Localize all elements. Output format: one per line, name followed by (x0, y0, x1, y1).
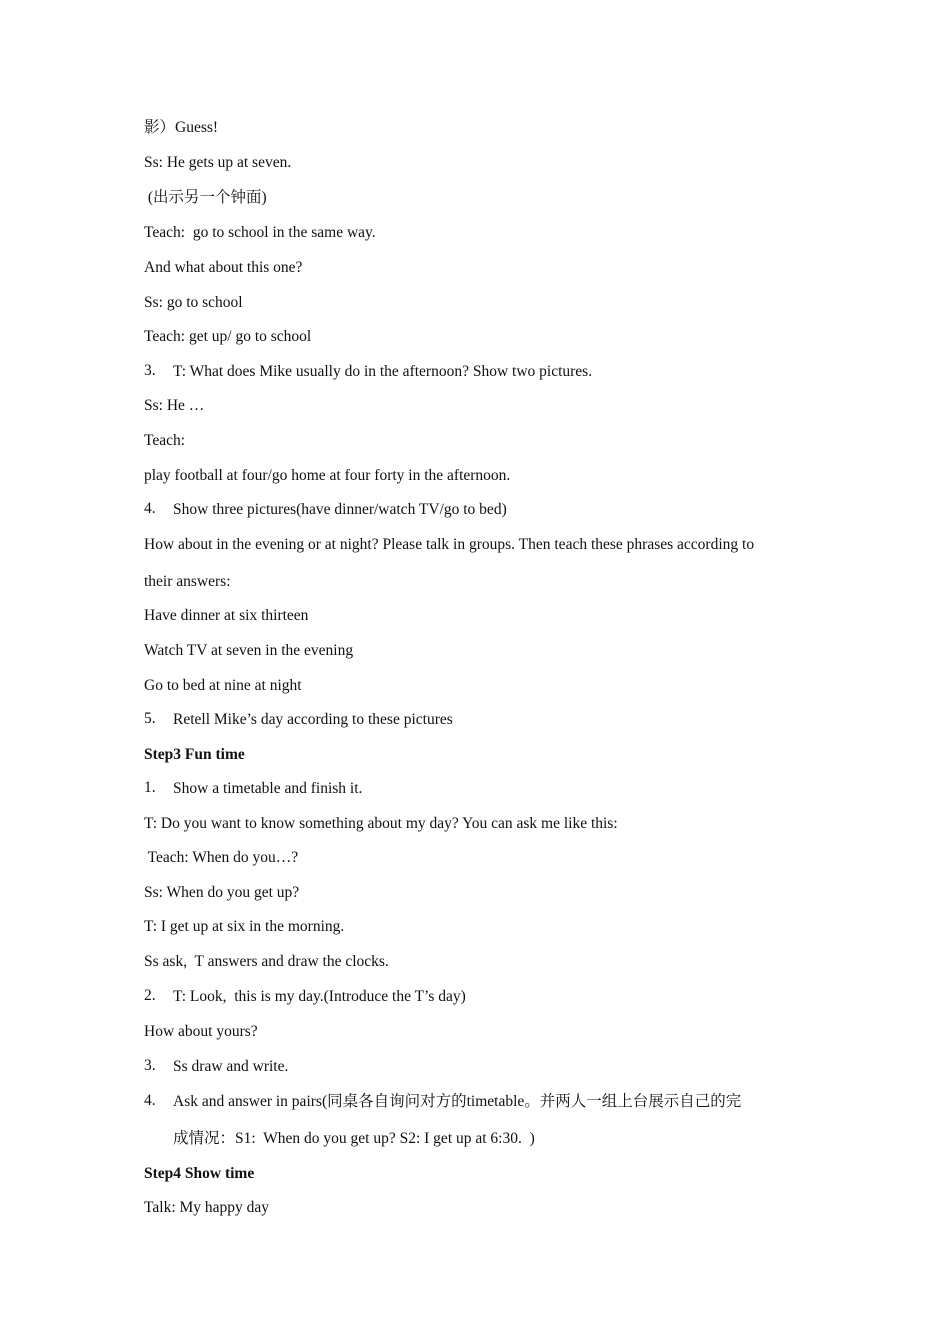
text-line: And what about this one? (144, 259, 303, 276)
list-text: Ask and answer in pairs(同桌各自询问对方的timetable。并两人一组上台展示自己的完 (173, 1093, 742, 1110)
text-line: Teach: get up/ go to school (144, 328, 312, 345)
list-text: Show three pictures(have dinner/watch TV/go to bed) (173, 501, 507, 518)
text-line: Have dinner at six thirteen (144, 607, 309, 624)
text-line: Talk: My happy day (144, 1199, 270, 1216)
list-number: 4. (144, 500, 156, 517)
list-text: Ss draw and write. (173, 1058, 289, 1075)
list-number: 3. (144, 1057, 156, 1074)
list-number: 5. (144, 710, 156, 727)
text-line: T: I get up at six in the morning. (144, 918, 345, 935)
text-line: play football at four/go home at four forty in the afternoon. (144, 467, 511, 484)
text-line: Ss ask, T answers and draw the clocks. (144, 953, 389, 970)
text-line: Teach: go to school in the same way. (144, 224, 376, 241)
list-text: Show a timetable and finish it. (173, 780, 363, 797)
text-line: Teach: (144, 432, 186, 449)
list-text: Retell Mike’s day according to these pictures (173, 711, 453, 728)
list-number: 4. (144, 1092, 156, 1109)
text-line: Go to bed at nine at night (144, 677, 302, 694)
list-number: 2. (144, 987, 156, 1004)
text-line: How about yours? (144, 1023, 258, 1040)
list-number: 3. (144, 362, 156, 379)
text-line: (出示另一个钟面) (144, 189, 267, 206)
text-line: Watch TV at seven in the evening (144, 642, 354, 659)
list-text-continuation: 成情况：S1: When do you get up? S2: I get up at 6:30. ) (173, 1130, 535, 1147)
list-text: T: What does Mike usually do in the afternoon? Show two pictures. (173, 363, 593, 380)
text-line: Ss: When do you get up? (144, 884, 300, 901)
text-line: Ss: He gets up at seven. (144, 154, 292, 171)
text-line: 影）Guess! (144, 119, 219, 136)
text-line: Ss: He … (144, 397, 205, 414)
section-heading: Step4 Show time (144, 1165, 255, 1182)
text-line: Ss: go to school (144, 294, 243, 311)
list-text: T: Look, this is my day.(Introduce the T’s day) (173, 988, 466, 1005)
text-line: How about in the evening or at night? Please talk in groups. Then teach these phrases according to (144, 536, 755, 553)
list-number: 1. (144, 779, 156, 796)
text-line: T: Do you want to know something about my day? You can ask me like this: (144, 815, 618, 832)
section-heading: Step3 Fun time (144, 746, 245, 763)
text-line: Teach: When do you…? (144, 849, 299, 866)
text-line: their answers: (144, 573, 231, 590)
